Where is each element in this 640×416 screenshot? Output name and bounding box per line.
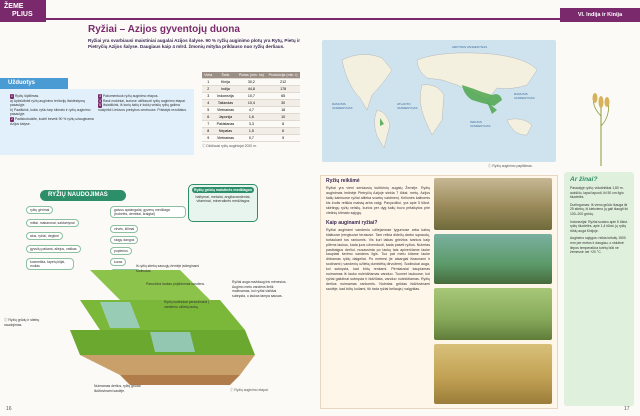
map-label: RAMUSIS VANDENYNAS — [514, 92, 535, 100]
diagram-title: RYŽIŲ NAUDOJIMAS — [48, 192, 108, 198]
table-cell: 18 — [266, 107, 300, 114]
map-label: ATLANTO VANDENYNAS — [397, 102, 418, 110]
col-header: Vieta — [202, 72, 214, 79]
nutrients-box — [188, 184, 258, 222]
section-heading: Kaip auginami ryžiai? — [326, 219, 378, 226]
task-item-4: 4 Rask mokiniai, kuriose užfiksuoti ryžių auginimo etapai. — [99, 98, 186, 103]
table-cell: 8 — [266, 121, 300, 128]
table-cell: 1,5 — [236, 128, 266, 135]
usage-left-item: gyvulių pašarai, aliejus, vaškas — [26, 245, 81, 253]
sidebar-fact: Auginimo sąlygos: reikia kritulių 1500 mm per metus ir daugiau, o vidutinė liepos temperatūra turėtų būti ne žemesnė nei +20 °C. — [570, 236, 626, 255]
right-article-text — [326, 178, 430, 292]
info-icon: ⓘ — [230, 388, 234, 392]
sidebar-fact: Indonezijai: Ryžiai sudaro apie 5 tūkst. ryžių šluotelės, apie 1,4 tūkst. jų ryžių rūšių auga Kinijoje. — [570, 219, 628, 233]
table-cell: 3 — [202, 93, 214, 100]
table-cell: 2 — [202, 86, 214, 93]
table-cell: 4,7 — [236, 107, 266, 114]
sidebar-fact: Pasaulyje ryžių: vidutiniškai 1,80 m. aukščio, lapai lapuoti, iki 50 cm ilgio šluotelės. — [570, 186, 624, 200]
info-icon: ⓘ — [4, 318, 8, 322]
sidebar-fact: Durlingumas: Iš vieno grūdo išauga iki 25 stiebų, iš kiekvieno jų gali išaugti iki 100–200 grūdų. — [570, 202, 628, 216]
table-row — [202, 79, 300, 86]
section-heading: Ryžių reikšmė — [326, 178, 360, 184]
nutrients-title: Ryžių grūdų maistinės medžiagos — [192, 187, 254, 193]
task-badge: 2 — [11, 116, 13, 121]
header-rule — [46, 18, 586, 20]
table-cell: 7 — [202, 121, 214, 128]
table-row — [202, 86, 300, 93]
sidebar-content — [570, 176, 630, 255]
table-cell: Nepalas — [214, 128, 236, 135]
usage-mid-item: virvės, kilimai — [110, 225, 138, 233]
tasks-col-1 — [10, 94, 94, 126]
tasks-box — [0, 89, 194, 155]
step-note: Ryžiai auga maždaug tris mėnesius. Augimo metu vandens lietik mažinamas, kol ryžiai visiškai subręsta, o laukas tampa sausas. — [232, 280, 287, 298]
usage-left-item: ryžių gėrimai — [26, 206, 53, 214]
table-cell: Pakistanas — [214, 121, 236, 128]
map-label: RAMUSIS VANDENYNAS — [332, 102, 353, 110]
nutrients-body: baltymai, metalai, angliavandeniai, vitaminai, mineralinės medžiagos — [195, 195, 251, 203]
task-badge: 3 — [99, 94, 101, 98]
table-cell: Tailandas — [214, 100, 236, 107]
table-cell: 212 — [266, 79, 300, 86]
page-number-left: 16 — [6, 406, 12, 412]
table-cell: 178 — [266, 86, 300, 93]
table-cell: 65 — [266, 93, 300, 100]
article-header — [88, 24, 303, 50]
terraces-graphic — [60, 260, 260, 390]
map-label: INDIJOS VANDENYNAS — [470, 120, 491, 128]
table-cell: 6 — [266, 128, 300, 135]
task-item-1: 1 Ryžių šiplitimas. a) Apibūdinkit ryžių auginimo teritorijų išsidėstymą pasaulyje. — [10, 94, 85, 108]
task-item-3: 3 Pakomentuok ryžių auginimo etapus. — [99, 94, 159, 98]
tasks-col-2 — [98, 94, 188, 112]
usage-mid-item: gaivus apdangalai, gyvenų medžiaga (trobelės, demblai, kraigtai) — [110, 206, 186, 218]
rice-plant-illustration — [586, 86, 616, 166]
usage-mid-item: stogų dangos — [110, 236, 138, 244]
task-badge: 5 — [99, 103, 101, 108]
page-number-right: 17 — [624, 406, 630, 412]
step-note: Nuimamas derlius, ryžių grūdai išdžiovinami saulėje. — [94, 384, 141, 393]
chapter-badge — [0, 0, 46, 22]
table-cell: 10,4 — [236, 100, 266, 107]
rice-table-wrap — [202, 72, 300, 149]
chapter-badge-bottom: PLIUS — [12, 11, 33, 18]
photo-growing — [434, 288, 552, 340]
table-cell: Indija — [214, 86, 236, 93]
table-cell: Japonija — [214, 114, 236, 121]
table-cell: Vietnamas — [214, 135, 236, 142]
usage-mid-item: popierius — [110, 247, 132, 255]
task-item-5: 5 Išsiaiškink, iš kurių šalių ir kokių veislių ryžių galima nusipirkti Lietuvos prekybos centruose. Pristatyk rezultatus. — [98, 103, 187, 112]
table-row — [202, 121, 300, 128]
table-cell: 3,3 — [236, 121, 266, 128]
section-body: Ryžiai yra vieni seniausių kultūrinių augalų Žemėje. Ryžių auginimas imtinėje Pietryčių Azijoje siekia 7 tūkst. metų. Azijos šalių kaimuose ryžiai atlieka svarbų vaidmenį. Kelionės kalbomis šis žodis reiškia maistą arba valgį. Pavyzdžiui, yra apie 5 tūkst. skirtingų ryžių veislių, kurios per dyg šalių buvo pritaikytos prie vietinių klimato sąlygų. — [326, 186, 430, 215]
usage-left-item: kosmetika, tapetų klijai, muilas — [26, 258, 74, 270]
table-row — [202, 128, 300, 135]
step-note: Paruoštos laukas pripildomas vandens. — [146, 282, 205, 286]
table-cell: 5 — [266, 135, 300, 142]
table-row — [202, 107, 300, 114]
lead-paragraph: Ryžiai yra svarbiausi maistiniai augalai Azijos šalyse. 90 % ryžių auginimo plotų yra Rytų, Pietų ir Pietryčių Azijos šalyse. Daugiaus kaip 4 mlrd. žmonių mityba priklauso nuo ryžių derliaus. — [88, 38, 300, 50]
usage-mid-item: kuras — [110, 258, 126, 266]
table-cell: 30 — [266, 100, 300, 107]
info-icon: ⓘ — [488, 164, 492, 168]
col-header: Šalis — [214, 72, 236, 79]
tasks-header: Užduotys — [0, 78, 68, 89]
map-label: ARKTINIS VANDENYNAS — [452, 45, 488, 49]
section-body: Ryžiai auginami vandeniu užliejamose lygumose arba kalnų šlaituose įrengtuose terasose. Tam reikia didelių darbo sąnaudų, turtaukant tos rankomis. Vis kuri laikas griežtos tvarkos kaip pilėms laukus, kada juos užvenduoti, kada paseti ryžius. Nuimtas pasibaigus derliui, nusausinta po laukų tais apiverčiame lauke kaupiasi šerimo vandens ilgis. Tuo pat metu kitame lauke dirbamas ryžių daigeliai. Po metersi jie atsargiai išraunami ir sodinami į vandenių užlietą dumblėtą dirvožemį. Sodinukai auga, kol subręsta, kad būtų renkami. Pirmiausiai kaupiamas nuimamas iš lauko nuleidžiamas vanduo. Tuomet laukuose, kol ryžiai galutinai subręsta ir išdžiūsta, vanduo nuleidžiamas. Ryžių derlius nuimamas rankomis. Nuimtas grūdas išdžiovinami saulėje, kad būtų kuliami, tik tada ryžiai keliauja į valgyklas. — [326, 227, 430, 292]
table-cell: Kinija — [214, 79, 236, 86]
table-cell: 30,2 — [236, 79, 266, 86]
task-badge: 4 — [99, 98, 101, 103]
step-note: Iš ryžių stiebų sausųjų žemėje įsideginami sodinukai. — [136, 264, 200, 273]
usage-left-item: alus, ryžiai, degtinė — [26, 232, 63, 240]
usage-left-item: miltai, makaronai, saldumynai — [26, 219, 79, 227]
table-cell: 4 — [202, 100, 214, 107]
step-note: Ryžių sodinukai persodinami į vandeniu užlietą lauką. — [164, 300, 209, 309]
table-caption: ⓘ Didžiausi ryžių augintojai 2020 m. — [202, 144, 257, 148]
photo-planting — [434, 234, 552, 284]
map-graphic — [322, 40, 556, 162]
rice-plant-graphic — [586, 86, 616, 166]
photo-ox-plowing — [434, 178, 552, 230]
terraces-illustration — [60, 260, 260, 390]
table-cell: 8 — [202, 128, 214, 135]
table-cell: Vietnamas — [214, 107, 236, 114]
table-cell: 6 — [202, 114, 214, 121]
col-header: Plotas (mln. ha) — [236, 72, 266, 79]
table-cell: 10 — [266, 114, 300, 121]
col-header: Produkcija (mln. t) — [266, 72, 300, 79]
world-map — [322, 40, 556, 162]
table-row — [202, 135, 300, 142]
rice-producers-table — [202, 72, 300, 142]
table-cell: Indonezija — [214, 93, 236, 100]
task-badge: 1 — [11, 94, 13, 98]
table-cell: 10,7 — [236, 93, 266, 100]
table-row — [202, 114, 300, 121]
photo-harvest — [434, 344, 552, 404]
terraces-caption: ⓘ Ryžių auginimo etapai. — [230, 388, 269, 392]
sidebar-title: Ar žinai? — [570, 176, 598, 183]
task-item-2: 2 Padiskutuokite, kodėl beveik 90 % ryžių užauginama Azijos šalyse. — [10, 116, 94, 126]
table-cell: 1 — [202, 79, 214, 86]
table-cell: 5 — [202, 107, 214, 114]
task-item-1b: b) Paaiškink, kokiu ryšiu tarp klimato ir ryžių auginimo pasaulyje. — [10, 107, 91, 117]
table-cell: 1,6 — [236, 114, 266, 121]
diagram-caption: ⓘ Ryžių grūdų ir stiebų naudojimas. — [4, 318, 40, 327]
info-icon: ⓘ — [202, 144, 206, 148]
table-row — [202, 93, 300, 100]
table-cell: 0,7 — [236, 135, 266, 142]
map-caption: ⓘ Ryžių auginimo paplitimas. — [488, 164, 533, 168]
chapter-title: VI. Indija ir Kinija — [560, 8, 640, 22]
table-row — [202, 100, 300, 107]
page-title: Ryžiai – Azijos gyventojų duona — [88, 24, 240, 35]
table-cell: 44,8 — [236, 86, 266, 93]
table-cell: 9 — [202, 135, 214, 142]
chapter-badge-top: ŽEME — [4, 3, 24, 10]
